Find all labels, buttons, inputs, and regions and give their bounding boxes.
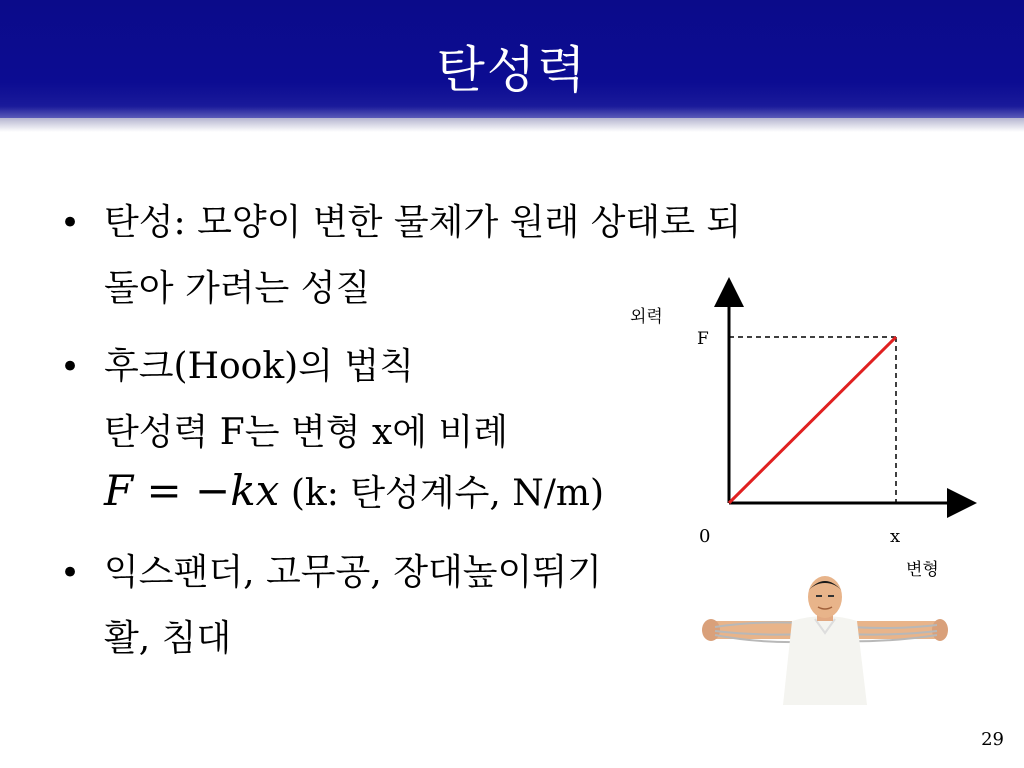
- bullet-3-line-1: 익스팬더, 고무공, 장대높이뛰기: [104, 552, 602, 593]
- expander-person-image: [697, 575, 949, 705]
- bullet-marker: •: [60, 553, 81, 593]
- origin-label: 0: [699, 526, 711, 547]
- force-line: [729, 337, 896, 503]
- hooke-formula: F = −kx: [104, 466, 280, 515]
- bullet-1-line-1: 탄성: 모양이 변한 물체가 원래 상태로 되: [104, 202, 742, 243]
- bullet-2-line-1: 후크(Hook)의 법칙: [104, 346, 414, 387]
- y-axis-label: 외력: [630, 307, 663, 327]
- x-tick-x: x: [890, 526, 901, 547]
- y-tick-f: F: [697, 329, 709, 349]
- slide-title: 탄성력: [436, 41, 588, 99]
- bullet-marker: •: [60, 347, 81, 387]
- bullet-2-line-2: 탄성력 F는 변형 x에 비례: [104, 412, 509, 453]
- bullet-marker: •: [60, 203, 81, 243]
- bullet-1-line-2: 돌아 가려는 성질: [104, 268, 371, 309]
- x-axis-label: 변형: [906, 560, 939, 580]
- spring-constant-note: (k: 탄성계수, N/m): [290, 473, 605, 514]
- page-number: 29: [981, 729, 1004, 750]
- bullet-3-line-2: 활, 침대: [104, 618, 232, 659]
